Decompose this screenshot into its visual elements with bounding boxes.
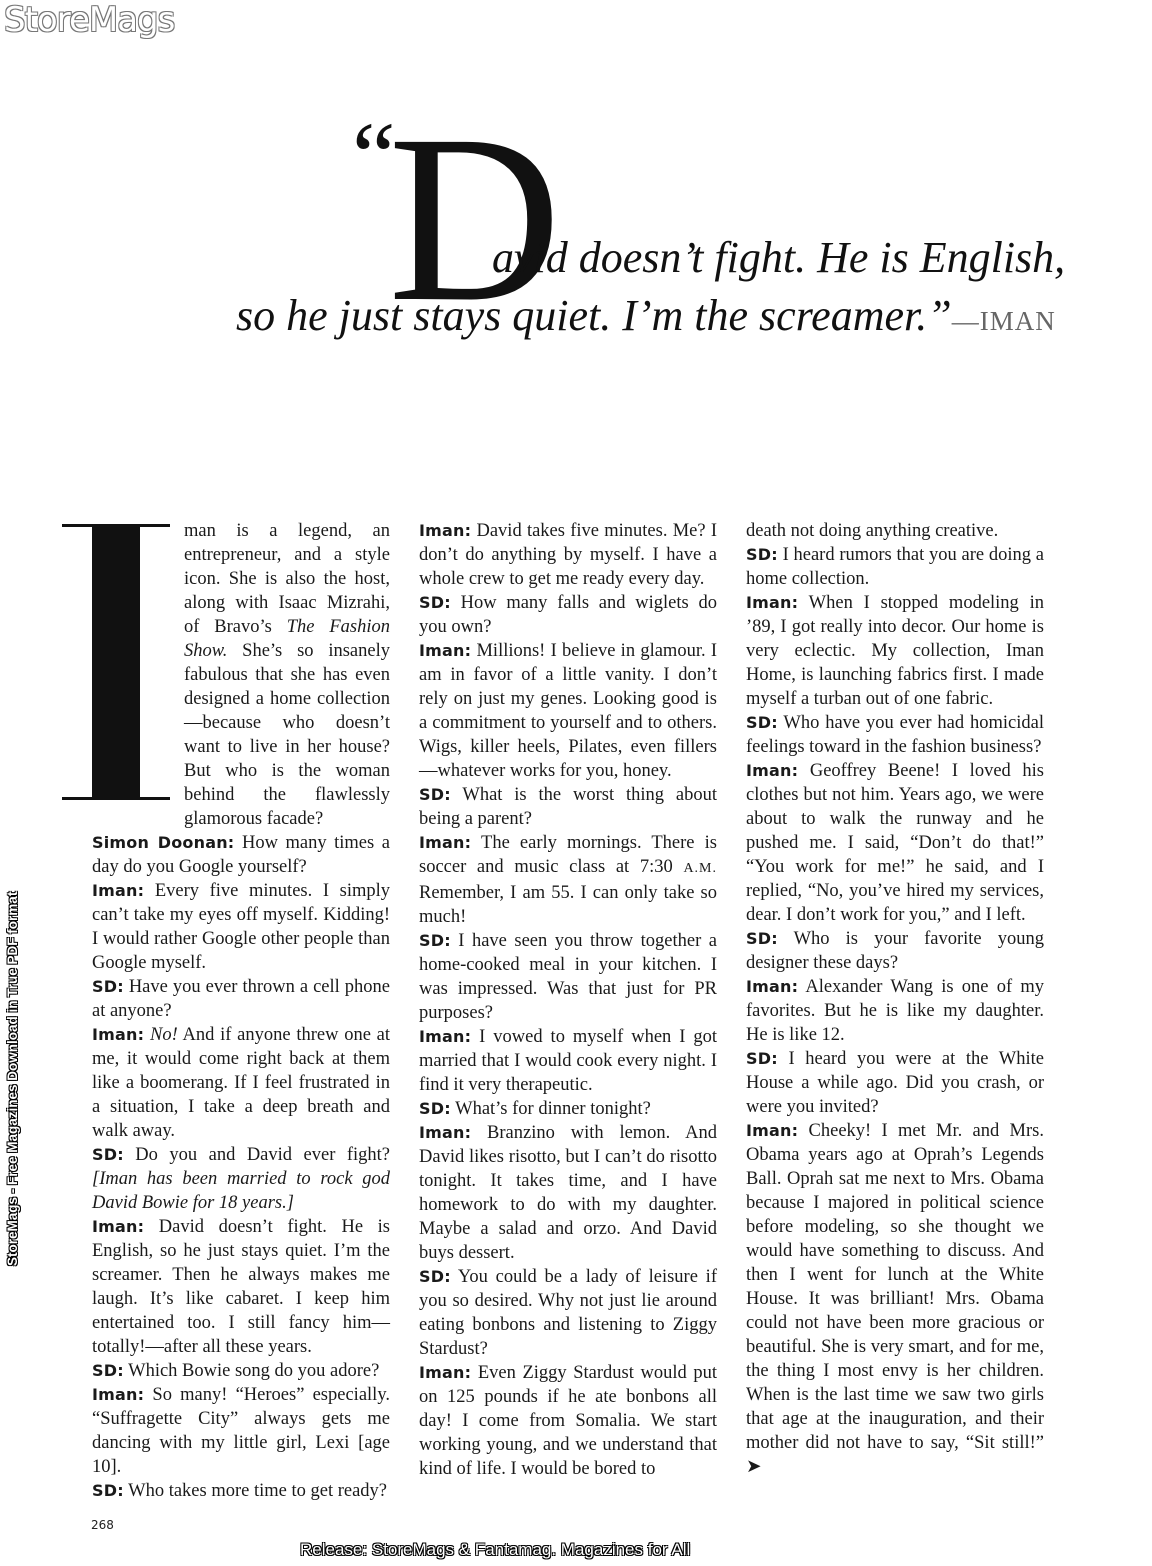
qa-item xyxy=(92,831,390,879)
speaker-label: Iman: xyxy=(746,1121,799,1140)
speaker-label: SD: xyxy=(419,1267,451,1286)
qa-text: David doesn’t fight. He is English, so he just stays quiet. I’m the screamer. Then he always makes me laugh. It’s like cabaret. I keep him entertained too. I still fancy him—totally!—after all these years. xyxy=(92,1217,390,1357)
qa-item xyxy=(92,1143,390,1215)
qa-text: Do you and David ever fight? xyxy=(123,1145,390,1165)
speaker-label: SD: xyxy=(746,545,778,564)
qa-text: So many! “Heroes” especially. “Suffragette City” always gets me dancing with my little girl, Lexi [age 10]. xyxy=(92,1385,390,1477)
qa-item xyxy=(419,783,717,831)
qa-item xyxy=(419,1025,717,1097)
qa-text: Branzino with lemon. And David likes risotto, but I can’t do risotto tonight. It takes time, and I have homework to do with my daughter. Maybe a salad and orzo. And David buys dessert. xyxy=(419,1123,717,1263)
column-1 xyxy=(92,831,390,1503)
intro-pre-title: man is a legend, an entrepreneur, and a style icon. She is also the host, along with Isaac Mizrahi, of Bravo’s xyxy=(184,521,390,637)
qa-text: I vowed to myself when I got married that I would cook every night. I find it very therapeutic. xyxy=(419,1027,717,1095)
speaker-label: SD: xyxy=(419,1099,451,1118)
qa-text: Geoffrey Beene! I loved his clothes but not him. Years ago, we were about to walk the runway and he pushed me. I said, “Don’t do that!” “You work for me!” he said, and I replied, “No, you’ve hired my services, dear. I don’t work for you,” and I left. xyxy=(746,761,1044,925)
qa-item xyxy=(746,711,1044,759)
watermark-top: StoreMags xyxy=(4,0,175,40)
speaker-label: SD: xyxy=(92,1481,124,1500)
pull-quote-line-2-text: so he just stays quiet. I’m the screamer.” xyxy=(236,291,952,340)
speaker-label: Iman: xyxy=(92,1025,145,1044)
qa-text: Have you ever thrown a cell phone at anyone? xyxy=(92,977,390,1021)
qa-item xyxy=(92,975,390,1023)
speaker-label: SD: xyxy=(419,785,451,804)
speaker-label: Iman: xyxy=(419,1363,472,1382)
qa-text: Who have you ever had homicidal feelings toward in the fashion business? xyxy=(746,713,1044,757)
qa-text: Who is your favorite young designer these days? xyxy=(746,929,1044,973)
qa-item xyxy=(419,1361,717,1481)
speaker-label: Iman: xyxy=(746,593,799,612)
pull-quote-line-2 xyxy=(236,290,1056,341)
speaker-label: Iman: xyxy=(92,1385,145,1404)
pull-quote xyxy=(0,0,1152,360)
qa-item xyxy=(746,927,1044,975)
qa-text: Even Ziggy Stardust would put on 125 pounds if he ate bonbons all day! I come from Somalia. We start working young, and we understand that kind of life. I would be bored to xyxy=(419,1363,717,1479)
qa-continuation: death not doing anything creative. xyxy=(746,521,999,541)
speaker-label: SD: xyxy=(92,977,124,996)
watermark-side: StoreMags - Free Magazines Download in True PDF format xyxy=(5,891,20,1266)
qa-text: Millions! I believe in glamour. I am in favor of a little vanity. I don’t rely on just my genes. Looking good is a commitment to yourself and to others. Wigs, killer heels, Pilates, even fillers—whatever works for you, honey. xyxy=(419,641,717,781)
qa-item xyxy=(419,519,717,591)
qa-item xyxy=(92,1215,390,1359)
qa-text: Alexander Wang is one of my favorites. But he is like my daughter. He is like 12. xyxy=(746,977,1044,1045)
qa-item xyxy=(419,1097,717,1121)
qa-text: I heard you were at the White House a while ago. Did you crash, or were you invited? xyxy=(746,1049,1044,1117)
speaker-label: Iman: xyxy=(746,761,799,780)
qa-text-tail: Remember, I am 55. I can only take so much! xyxy=(419,883,717,927)
intro xyxy=(62,519,392,829)
qa-text: And if anyone threw one at me, it would come right back at them like a boomerang. If I feel frustrated in a situation, I take a deep breath and walk away. xyxy=(92,1025,391,1141)
pull-quote-line-1: avid doesn’t fight. He is English, xyxy=(492,233,1066,282)
speaker-label: Iman: xyxy=(92,881,145,900)
qa-item xyxy=(746,543,1044,591)
qa-item xyxy=(92,1359,390,1383)
column-3 xyxy=(746,519,1044,1479)
qa-item xyxy=(746,759,1044,927)
time-unit: A.M. xyxy=(683,861,717,876)
intro-post-title: She’s so insanely fabulous that she has even designed a home collection—because who doesn’t want to live in her house? But who is the woman behind the flawlessly glamorous facade? xyxy=(184,641,390,829)
speaker-label: Iman: xyxy=(746,977,799,996)
qa-item xyxy=(419,1265,717,1361)
qa-text: When I stopped modeling in ’89, I got really into decor. Our home is very eclectic. My collection, Iman Home, is launching fabrics first. I made myself a turban out of one fabric. xyxy=(746,593,1044,709)
intro-paragraph xyxy=(184,519,390,831)
qa-text: What is the worst thing about being a parent? xyxy=(419,785,717,829)
qa-text: What’s for dinner tonight? xyxy=(450,1099,651,1119)
speaker-label: Iman: xyxy=(419,833,472,852)
qa-text: I have seen you throw together a home-cooked meal in your kitchen. I was impressed. Was that just for PR purposes? xyxy=(419,931,717,1023)
watermark-bottom: Release: StoreMags & Fantamag. Magazines for All xyxy=(300,1540,691,1559)
qa-text: Which Bowie song do you adore? xyxy=(123,1361,380,1381)
qa-item xyxy=(92,1479,390,1503)
qa-item xyxy=(419,929,717,1025)
qa-item xyxy=(419,1121,717,1265)
qa-item xyxy=(92,1383,390,1479)
qa-text: How many falls and wiglets do you own? xyxy=(419,593,717,637)
speaker-label: Iman: xyxy=(419,641,472,660)
column-2 xyxy=(419,519,717,1481)
speaker-label: Iman: xyxy=(419,1123,472,1142)
speaker-label: SD: xyxy=(92,1361,124,1380)
qa-item xyxy=(419,831,717,929)
pull-quote-attribution: —IMAN xyxy=(951,306,1056,336)
qa-text: I heard rumors that you are doing a home collection. xyxy=(746,545,1044,589)
qa-item xyxy=(746,975,1044,1047)
qa-text: You could be a lady of leisure if you so desired. Why not just lie around eating bonbons and listening to Ziggy Stardust? xyxy=(419,1267,717,1359)
page-number: 268 xyxy=(91,1518,114,1532)
drop-cap-stem xyxy=(92,525,140,799)
qa-item xyxy=(419,639,717,783)
qa-item xyxy=(746,1047,1044,1119)
speaker-label: Iman: xyxy=(419,521,472,540)
qa-text: Cheeky! I met Mr. and Mrs. Obama years ago at Oprah’s Legends Ball. Oprah sat me next to Mrs. Obama because I majored in political science before modeling, so she thought we would have something to discuss. And then I went for lunch at the White House. It was brilliant! Mrs. Obama could not have been more gracious or beautiful. She is very smart, and for me, the thing I most envy is her children. When is the last time we saw two girls that age at the inauguration, and their mother did not have to say, “Sit still!” ➤ xyxy=(746,1121,1044,1477)
speaker-label: SD: xyxy=(746,929,778,948)
speaker-label: Iman: xyxy=(92,1217,145,1236)
drop-cap-serif-bottom xyxy=(62,797,170,800)
speaker-label: Iman: xyxy=(419,1027,472,1046)
qa-text: The early mornings. There is soccer and music class at 7:30 xyxy=(419,833,717,877)
speaker-label: Simon Doonan: xyxy=(92,833,235,852)
qa-emphasis: No! xyxy=(144,1025,178,1045)
drop-cap-initial xyxy=(62,519,170,801)
qa-text: How many times a day do you Google yourself? xyxy=(92,833,390,877)
qa-text: Who takes more time to get ready? xyxy=(123,1481,388,1501)
qa-item xyxy=(746,1119,1044,1479)
speaker-label: SD: xyxy=(746,1049,778,1068)
speaker-label: SD: xyxy=(92,1145,124,1164)
qa-aside: [Iman has been married to rock god David Bowie for 18 years.] xyxy=(92,1169,390,1213)
pull-quote-open-mark: “ xyxy=(352,103,396,211)
qa-text: Every five minutes. I simply can’t take my eyes off myself. Kidding! I would rather Google other people than Google myself. xyxy=(92,881,390,973)
speaker-label: SD: xyxy=(419,931,451,950)
qa-item xyxy=(746,591,1044,711)
qa-text: David takes five minutes. Me? I don’t do anything by myself. I have a whole crew to get me ready every day. xyxy=(419,521,717,589)
qa-item xyxy=(92,1023,390,1143)
speaker-label: SD: xyxy=(746,713,778,732)
pull-quote-initial: D xyxy=(388,85,562,351)
speaker-label: SD: xyxy=(419,593,451,612)
qa-item xyxy=(419,591,717,639)
qa-item xyxy=(92,879,390,975)
intro-show-title: The Fashion Show. xyxy=(184,617,391,661)
